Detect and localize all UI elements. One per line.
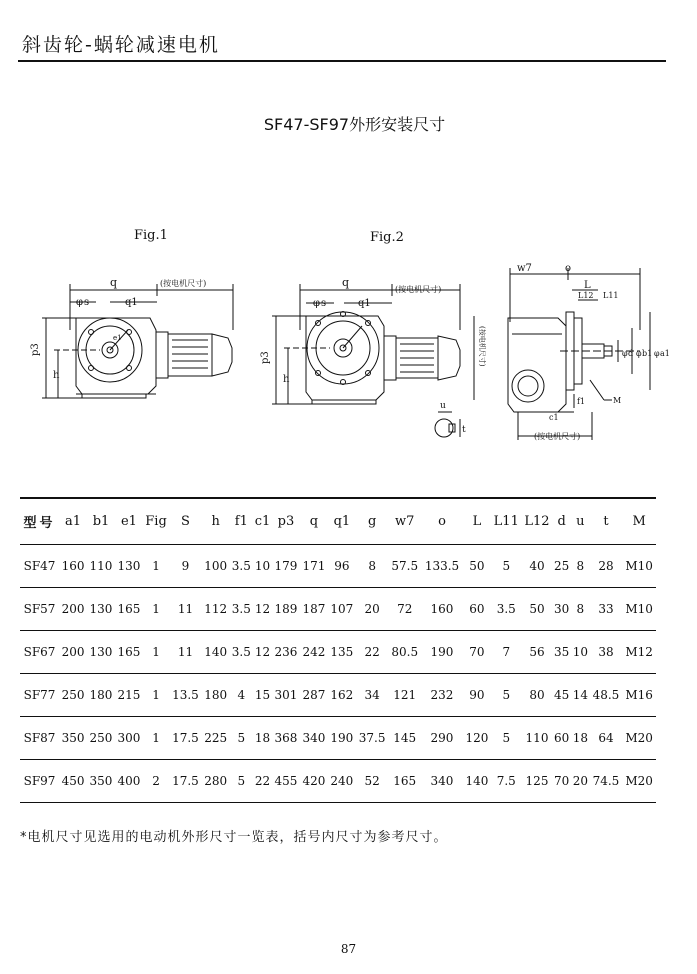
table-cell: 240 — [328, 759, 356, 802]
fig2-motor-note-vertical: (按电机尺寸) — [478, 326, 486, 367]
table-cell: 3.5 — [230, 587, 253, 630]
table-cell: 190 — [328, 716, 356, 759]
table-cell: 130 — [115, 544, 143, 587]
fig2-p3-label: p3 — [260, 351, 271, 364]
table-cell: 11 — [169, 587, 202, 630]
side-w7-label: w7 — [517, 263, 532, 274]
table-cell: 1 — [143, 716, 169, 759]
table-cell: 9 — [169, 544, 202, 587]
table-cell: 35 — [552, 630, 571, 673]
side-motor-note: (按电机尺寸) — [534, 432, 581, 441]
page-number: 87 — [340, 942, 357, 956]
table-cell: 200 — [59, 587, 87, 630]
table-cell: 133.5 — [421, 544, 463, 587]
table-cell: 180 — [87, 673, 115, 716]
svg-text:φ: φ — [313, 298, 321, 309]
fig1-h-label: h — [53, 370, 60, 381]
table-cell: 100 — [202, 544, 230, 587]
table-cell: 64 — [590, 716, 623, 759]
table-cell: 1 — [143, 544, 169, 587]
fig1-q1-label: q1 — [125, 297, 138, 308]
table-row — [20, 759, 656, 802]
side-d-label: d — [628, 349, 634, 358]
table-cell: 287 — [300, 673, 328, 716]
table-cell: 96 — [328, 544, 356, 587]
table-cell: 20 — [356, 587, 389, 630]
side-L-label: L — [584, 280, 591, 291]
column-header: S — [169, 498, 202, 544]
table-cell: 5 — [230, 716, 253, 759]
table-cell: 280 — [202, 759, 230, 802]
table-cell: 34 — [356, 673, 389, 716]
fig1-s-label: s — [84, 297, 90, 308]
column-header: a1 — [59, 498, 87, 544]
table-row — [20, 673, 656, 716]
table-cell: M10 — [622, 587, 656, 630]
table-cell: 56 — [522, 630, 553, 673]
table-cell: 400 — [115, 759, 143, 802]
table-cell: 70 — [552, 759, 571, 802]
side-f1-label: f1 — [577, 397, 586, 406]
table-cell: 5 — [230, 759, 253, 802]
table-cell: 165 — [115, 630, 143, 673]
column-header: L12 — [522, 498, 553, 544]
table-cell: 130 — [87, 587, 115, 630]
column-header: L11 — [491, 498, 522, 544]
side-b1-label: b1 — [642, 349, 653, 358]
column-header: b1 — [87, 498, 115, 544]
page-heading: SF47-SF97外形安装尺寸 — [263, 115, 446, 134]
table-cell: 50 — [463, 544, 491, 587]
table-cell: 80.5 — [388, 630, 421, 673]
table-cell: 7.5 — [491, 759, 522, 802]
column-header: d — [552, 498, 571, 544]
table-cell: 242 — [300, 630, 328, 673]
fig1-motor-note: (按电机尺寸) — [160, 279, 207, 288]
side-L12-label: L12 — [578, 291, 594, 300]
table-cell: 171 — [300, 544, 328, 587]
column-header: h — [202, 498, 230, 544]
table-row — [20, 544, 656, 587]
table-cell: 301 — [272, 673, 300, 716]
column-header: o — [421, 498, 463, 544]
table-cell: 350 — [87, 759, 115, 802]
table-cell: 145 — [388, 716, 421, 759]
table-body — [20, 544, 656, 802]
table-cell: 130 — [87, 630, 115, 673]
table-cell: 5 — [491, 716, 522, 759]
table-cell: 162 — [328, 673, 356, 716]
fig1-p3-label: p3 — [30, 343, 41, 356]
table-cell: 40 — [522, 544, 553, 587]
table-cell: 48.5 — [590, 673, 623, 716]
table-cell: 5 — [491, 673, 522, 716]
table-cell: 1 — [143, 630, 169, 673]
table-cell: 8 — [571, 544, 590, 587]
table-cell: 4 — [230, 673, 253, 716]
fig2-s-label: s — [321, 298, 327, 309]
table-cell: 250 — [87, 716, 115, 759]
table-cell: 20 — [571, 759, 590, 802]
table-cell: 2 — [143, 759, 169, 802]
fig2-motor-note: (按电机尺寸) — [395, 285, 442, 294]
table-cell: 28 — [590, 544, 623, 587]
table-cell: M10 — [622, 544, 656, 587]
table-cell: 50 — [522, 587, 553, 630]
table-cell: 45 — [552, 673, 571, 716]
table-cell: 3.5 — [230, 544, 253, 587]
table-cell: 250 — [59, 673, 87, 716]
table-cell: 70 — [463, 630, 491, 673]
shaft-u-label: u — [440, 401, 446, 411]
table-cell: 52 — [356, 759, 389, 802]
table-cell: 18 — [253, 716, 272, 759]
column-header: p3 — [272, 498, 300, 544]
table-cell: 5 — [491, 544, 522, 587]
table-cell: M16 — [622, 673, 656, 716]
table-cell: 57.5 — [388, 544, 421, 587]
svg-text:φ: φ — [622, 349, 628, 358]
table-cell: 10 — [571, 630, 590, 673]
table-cell: 160 — [421, 587, 463, 630]
table-cell: 165 — [388, 759, 421, 802]
table-cell: 340 — [421, 759, 463, 802]
table-cell: 455 — [272, 759, 300, 802]
column-header: e1 — [115, 498, 143, 544]
table-cell: 179 — [272, 544, 300, 587]
table-cell: 1 — [143, 673, 169, 716]
table-cell: 368 — [272, 716, 300, 759]
fig2-label: Fig.2 — [370, 230, 404, 245]
side-c1-label: c1 — [549, 413, 559, 422]
table-cell: 107 — [328, 587, 356, 630]
table-cell: 160 — [59, 544, 87, 587]
table-cell: 187 — [300, 587, 328, 630]
table-cell: 38 — [590, 630, 623, 673]
table-cell: M20 — [622, 759, 656, 802]
table-cell: 190 — [421, 630, 463, 673]
table-cell: 121 — [388, 673, 421, 716]
table-cell: 37.5 — [356, 716, 389, 759]
table-cell: 125 — [522, 759, 553, 802]
fig1-q-label: q — [110, 276, 118, 289]
table-cell: 22 — [253, 759, 272, 802]
table-cell: 1 — [143, 587, 169, 630]
column-header: c1 — [253, 498, 272, 544]
table-cell: 450 — [59, 759, 87, 802]
table-cell: 17.5 — [169, 716, 202, 759]
table-cell: M12 — [622, 630, 656, 673]
side-M-label: M — [613, 396, 622, 405]
header-title: 斜齿轮-蜗轮减速电机 — [22, 34, 220, 56]
table-cell: 420 — [300, 759, 328, 802]
side-a1-label: a1 — [660, 349, 670, 358]
table-cell: 8 — [356, 544, 389, 587]
model-cell: SF97 — [20, 759, 59, 802]
table-cell: 232 — [421, 673, 463, 716]
table-cell: 7 — [491, 630, 522, 673]
table-cell: 12 — [253, 587, 272, 630]
table-cell: 110 — [522, 716, 553, 759]
table-cell: 140 — [202, 630, 230, 673]
footnote: *电机尺寸见选用的电动机外形尺寸一览表，括号内尺寸为参考尺寸。 — [20, 830, 448, 845]
table-cell: 60 — [552, 716, 571, 759]
table-cell: 135 — [328, 630, 356, 673]
column-header: q — [300, 498, 328, 544]
shaft-t-label: t — [462, 425, 466, 435]
table-cell: 14 — [571, 673, 590, 716]
table-cell: 90 — [463, 673, 491, 716]
table-cell: 18 — [571, 716, 590, 759]
column-header: 型号 — [20, 498, 59, 544]
table-cell: 72 — [388, 587, 421, 630]
model-cell: SF67 — [20, 630, 59, 673]
table-header-row — [20, 498, 656, 544]
table-cell: 11 — [169, 630, 202, 673]
side-o-label: o — [565, 263, 572, 274]
model-cell: SF47 — [20, 544, 59, 587]
fig1-label: Fig.1 — [134, 228, 168, 243]
column-header: M — [622, 498, 656, 544]
table-cell: 80 — [522, 673, 553, 716]
table-cell: M20 — [622, 716, 656, 759]
fig2-h-label: h — [283, 374, 290, 385]
model-cell: SF87 — [20, 716, 59, 759]
table-cell: 22 — [356, 630, 389, 673]
table-cell: 215 — [115, 673, 143, 716]
fig2-q-label: q — [342, 276, 350, 289]
fig1-e1-label: e1 — [113, 334, 122, 342]
table-cell: 17.5 — [169, 759, 202, 802]
table-cell: 8 — [571, 587, 590, 630]
table-cell: 60 — [463, 587, 491, 630]
side-L11-label: L11 — [603, 291, 619, 300]
table-cell: 112 — [202, 587, 230, 630]
table-row — [20, 587, 656, 630]
side-view-drawing — [508, 263, 670, 441]
fig2-drawing — [260, 276, 487, 437]
table-cell: 74.5 — [590, 759, 623, 802]
table-row — [20, 716, 656, 759]
svg-text:φ: φ — [636, 349, 642, 358]
table-cell: 33 — [590, 587, 623, 630]
table-cell: 200 — [59, 630, 87, 673]
column-header: g — [356, 498, 389, 544]
model-cell: SF57 — [20, 587, 59, 630]
column-header: t — [590, 498, 623, 544]
table-cell: 3.5 — [491, 587, 522, 630]
column-header: f1 — [230, 498, 253, 544]
table-cell: 165 — [115, 587, 143, 630]
table-row — [20, 630, 656, 673]
table-cell: 290 — [421, 716, 463, 759]
table-cell: 110 — [87, 544, 115, 587]
fig1-drawing — [30, 276, 233, 398]
table-cell: 13.5 — [169, 673, 202, 716]
table-cell: 10 — [253, 544, 272, 587]
table-cell: 225 — [202, 716, 230, 759]
model-cell: SF77 — [20, 673, 59, 716]
column-header: Fig — [143, 498, 169, 544]
table-cell: 300 — [115, 716, 143, 759]
table-cell: 12 — [253, 630, 272, 673]
column-header: u — [571, 498, 590, 544]
table-cell: 30 — [552, 587, 571, 630]
table-cell: 25 — [552, 544, 571, 587]
table-cell: 140 — [463, 759, 491, 802]
table-cell: 236 — [272, 630, 300, 673]
table-cell: 350 — [59, 716, 87, 759]
table-cell: 3.5 — [230, 630, 253, 673]
table-cell: 189 — [272, 587, 300, 630]
table-cell: 180 — [202, 673, 230, 716]
column-header: w7 — [388, 498, 421, 544]
table-cell: 120 — [463, 716, 491, 759]
svg-text:φ: φ — [76, 297, 84, 308]
spec-table — [20, 497, 656, 803]
table-cell: 15 — [253, 673, 272, 716]
column-header: L — [463, 498, 491, 544]
table-cell: 340 — [300, 716, 328, 759]
svg-text:φ: φ — [654, 349, 660, 358]
column-header: q1 — [328, 498, 356, 544]
fig2-q1-label: q1 — [358, 298, 371, 309]
